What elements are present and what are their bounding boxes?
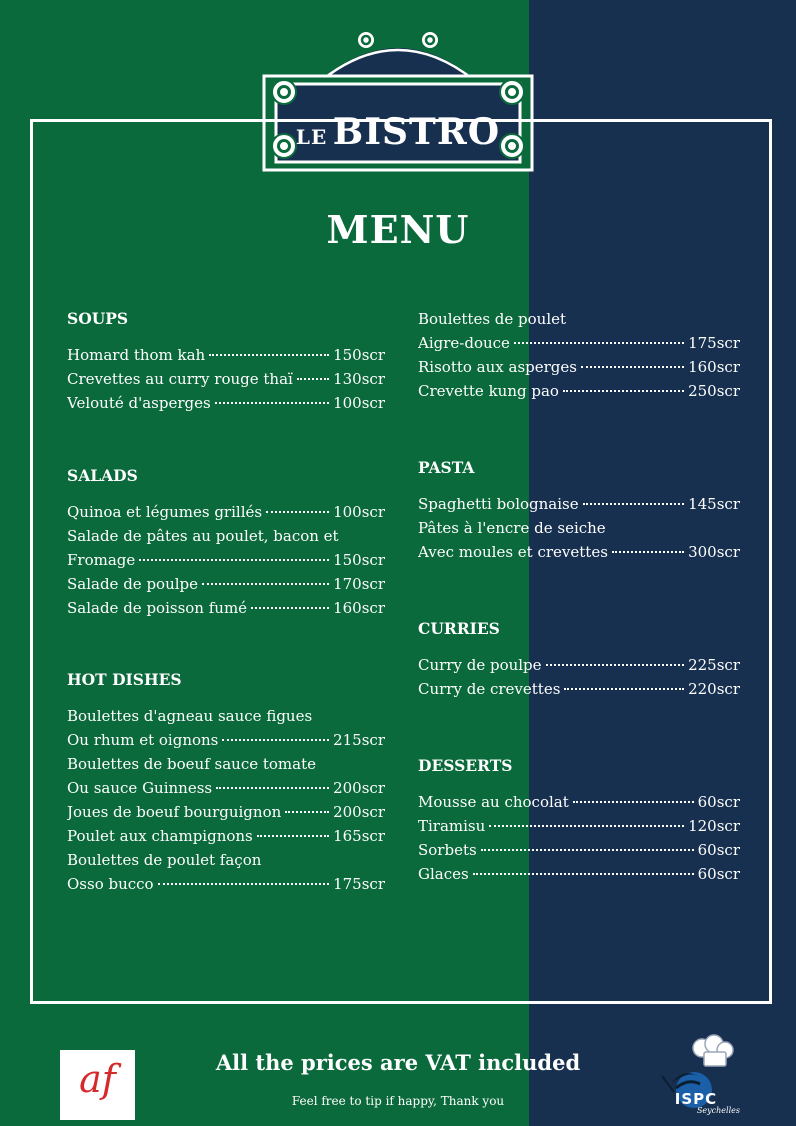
menu-item-name: Homard thom kah — [67, 346, 206, 364]
section-desserts — [418, 754, 740, 886]
menu-item — [418, 492, 740, 516]
vat-notice: All the prices are VAT included — [215, 1050, 581, 1075]
menu-item-price: 250scr — [688, 382, 740, 400]
menu-item-price: 60scr — [697, 793, 740, 811]
menu-item-price: 160scr — [333, 599, 385, 617]
menu-item-price: 220scr — [688, 680, 740, 698]
dot-leader — [546, 663, 685, 666]
menu-item-name: Glaces — [418, 865, 469, 883]
menu-item — [418, 862, 740, 886]
menu-item-name: Osso bucco — [67, 875, 154, 893]
menu-item-name: Curry de poulpe — [418, 656, 542, 674]
menu-item-name: Spaghetti bolognaise — [418, 495, 579, 513]
dot-leader — [473, 872, 694, 875]
menu-item — [67, 752, 385, 776]
menu-item-price: 225scr — [688, 656, 740, 674]
section-title: SALADS — [67, 466, 138, 485]
menu-item-name: Tiramisu — [418, 817, 486, 835]
menu-item — [67, 548, 385, 572]
tip-notice: Feel free to tip if happy, Thank you — [291, 1094, 505, 1108]
menu-item-price: 145scr — [688, 495, 740, 513]
menu-item-name: Fromage — [67, 551, 136, 569]
item-list — [418, 653, 740, 701]
menu-item-name: Crevettes au curry rouge thaï — [67, 370, 293, 388]
menu-item-name: Quinoa et légumes grillés — [67, 503, 263, 521]
menu-item — [418, 355, 740, 379]
section-salads — [67, 464, 385, 620]
menu-item — [418, 814, 740, 838]
dot-leader — [285, 810, 329, 813]
menu-item-name: Crevette kung pao — [418, 382, 559, 400]
menu-item-price: 120scr — [688, 817, 740, 835]
dot-leader — [514, 341, 684, 344]
menu-item-price: 150scr — [333, 346, 385, 364]
menu-item — [67, 872, 385, 896]
menu-item-name: Pâtes à l'encre de seiche — [418, 519, 606, 537]
dot-leader — [563, 389, 684, 392]
menu-item-price: 215scr — [333, 731, 385, 749]
menu-item — [418, 653, 740, 677]
menu-item-name: Salade de poisson fumé — [67, 599, 248, 617]
section-soups — [67, 307, 385, 415]
menu-item — [418, 307, 740, 331]
item-list — [418, 790, 740, 886]
section-title: PASTA — [418, 458, 475, 477]
section-hot-dishes — [67, 668, 385, 896]
logo-le: LE — [295, 125, 328, 149]
menu-item-price: 100scr — [333, 394, 385, 412]
menu-item — [67, 596, 385, 620]
menu-item-price: 175scr — [688, 334, 740, 352]
menu-left-column — [67, 307, 385, 896]
menu-item — [67, 776, 385, 800]
menu-item — [67, 367, 385, 391]
dot-leader — [564, 687, 684, 690]
menu-item — [418, 379, 740, 403]
menu-item — [418, 677, 740, 701]
menu-item — [67, 800, 385, 824]
item-list — [67, 500, 385, 620]
dot-leader — [216, 786, 329, 789]
dot-leader — [257, 834, 329, 837]
menu-right-column — [418, 307, 740, 886]
ispc-logo-text: ISPC — [674, 1090, 718, 1108]
menu-item-name: Salade de pâtes au poulet, bacon et — [67, 527, 339, 545]
menu-item-name: Ou rhum et oignons — [67, 731, 219, 749]
menu-item — [418, 331, 740, 355]
menu-item-price: 130scr — [333, 370, 385, 388]
menu-item-name: Boulettes d'agneau sauce figues — [67, 707, 313, 725]
menu-item-name: Mousse au chocolat — [418, 793, 569, 811]
dot-leader — [583, 502, 684, 505]
dot-leader — [139, 558, 329, 561]
menu-item — [418, 838, 740, 862]
menu-item-price: 300scr — [688, 543, 740, 561]
section-title: SOUPS — [67, 309, 129, 328]
menu-item-name: Boulettes de poulet façon — [67, 851, 262, 869]
section-title: DESSERTS — [418, 756, 513, 775]
menu-item — [418, 540, 740, 564]
menu-item-name: Joues de boeuf bourguignon — [67, 803, 282, 821]
menu-item-name: Avec moules et crevettes — [418, 543, 608, 561]
item-list — [418, 307, 740, 403]
section-title: CURRIES — [418, 619, 500, 638]
menu-item — [67, 728, 385, 752]
section-curries — [418, 617, 740, 701]
menu-item-price: 160scr — [688, 358, 740, 376]
dot-leader — [215, 401, 329, 404]
menu-item — [67, 524, 385, 548]
dot-leader — [209, 353, 329, 356]
ispc-logo — [650, 1032, 742, 1122]
item-list — [67, 704, 385, 896]
menu-item-name: Ou sauce Guinness — [67, 779, 213, 797]
logo-bistro: BISTRO — [332, 111, 501, 153]
menu-item-price: 170scr — [333, 575, 385, 593]
menu-item — [67, 343, 385, 367]
menu-item-price: 60scr — [697, 865, 740, 883]
menu-item-price: 60scr — [697, 841, 740, 859]
dot-leader — [266, 510, 329, 513]
menu-item — [418, 790, 740, 814]
dot-leader — [481, 848, 694, 851]
menu-item-name: Curry de crevettes — [418, 680, 561, 698]
menu-title: MENU — [326, 207, 470, 252]
menu-item-name: Risotto aux asperges — [418, 358, 577, 376]
menu-item-name: Aigre-douce — [418, 334, 510, 352]
menu-item-name: Sorbets — [418, 841, 477, 859]
menu-item — [67, 848, 385, 872]
menu-item-price: 100scr — [333, 503, 385, 521]
menu-item-name: Salade de poulpe — [67, 575, 199, 593]
menu-item — [67, 704, 385, 728]
menu-item-name: Boulettes de boeuf sauce tomate — [67, 755, 317, 773]
menu-item-name: Poulet aux champignons — [67, 827, 253, 845]
menu-item — [67, 572, 385, 596]
menu-item-price: 165scr — [333, 827, 385, 845]
item-list — [67, 343, 385, 415]
ispc-logo-subtext: Seychelles — [696, 1106, 740, 1115]
menu-item-price: 150scr — [333, 551, 385, 569]
menu-item-name: Boulettes de poulet — [418, 310, 567, 328]
section-hot-dishes-continued — [418, 307, 740, 403]
section-title: HOT DISHES — [67, 670, 182, 689]
dot-leader — [158, 882, 330, 885]
menu-item-price: 175scr — [333, 875, 385, 893]
menu-item-name: Velouté d'asperges — [67, 394, 211, 412]
menu-item — [67, 391, 385, 415]
dot-leader — [612, 550, 684, 553]
menu-item-price: 200scr — [333, 779, 385, 797]
dot-leader — [573, 800, 694, 803]
menu-item — [67, 500, 385, 524]
menu-item — [418, 516, 740, 540]
section-pasta — [418, 456, 740, 564]
menu-item — [67, 824, 385, 848]
dot-leader — [297, 377, 329, 380]
item-list — [418, 492, 740, 564]
dot-leader — [222, 738, 329, 741]
af-logo-text: af — [79, 1057, 116, 1101]
dot-leader — [251, 606, 329, 609]
menu-item-price: 200scr — [333, 803, 385, 821]
dot-leader — [581, 365, 684, 368]
dot-leader — [202, 582, 329, 585]
dot-leader — [489, 824, 684, 827]
